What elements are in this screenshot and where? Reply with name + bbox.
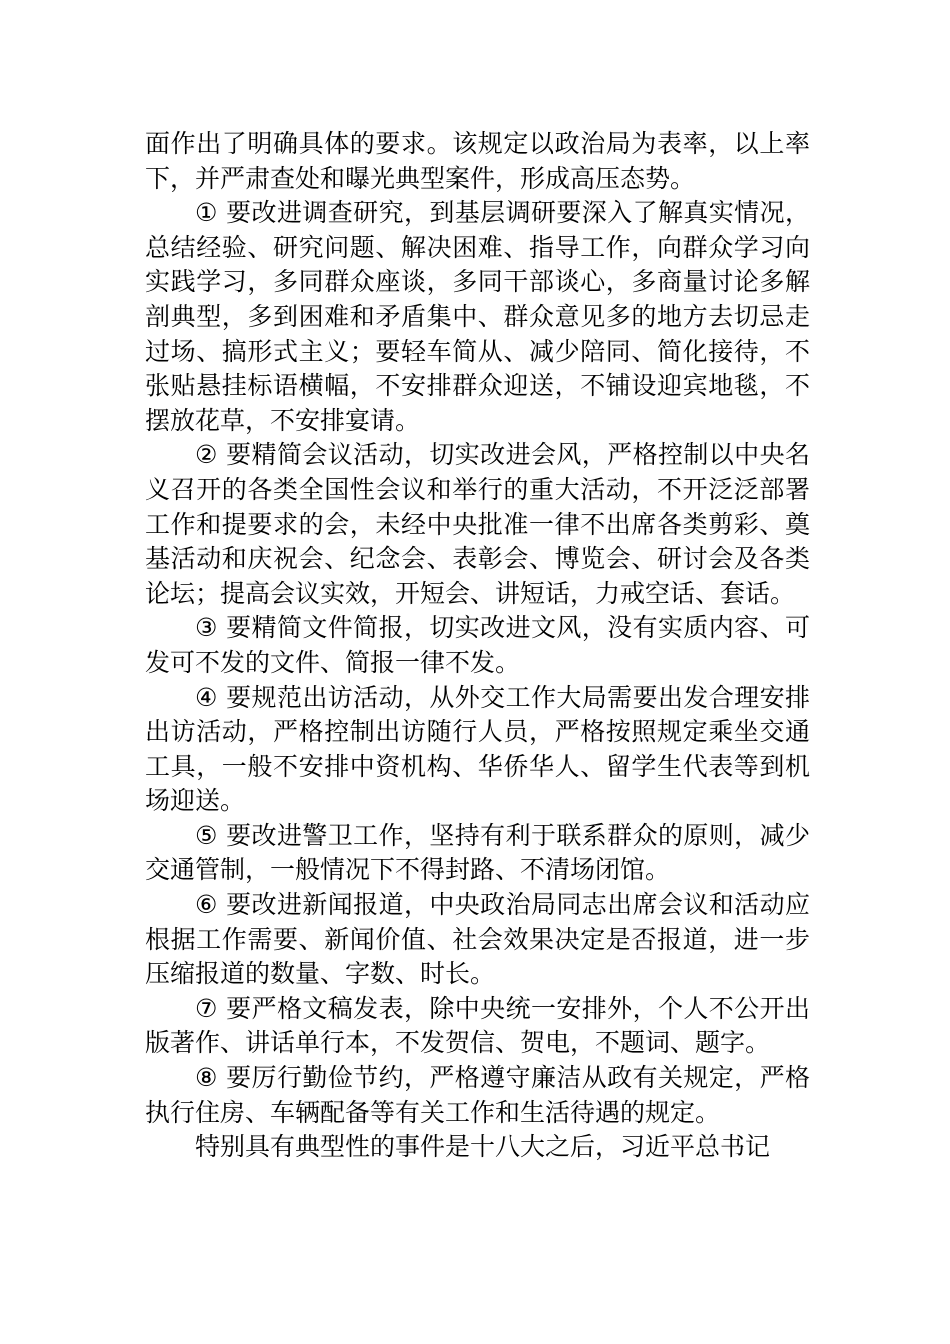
paragraph-continuation: 面作出了明确具体的要求。该规定以政治局为表率，以上率下，并严肃查处和曝光典型案件，形成高压态势。 [145,129,810,193]
paragraph-item-4: ④ 要规范出访活动，从外交工作大局需要出发合理安排出访活动，严格控制出访随行人员，严格按照规定乘坐交通工具，一般不安排中资机构、华侨华人、留学生代表等到机场迎送。 [145,682,810,816]
paragraph-item-5: ⑤ 要改进警卫工作，坚持有利于联系群众的原则，减少交通管制，一般情况下不得封路、不清场闭馆。 [145,820,810,885]
paragraph-item-1: ① 要改进调查研究，到基层调研要深入了解真实情况，总结经验、研究问题、解决困难、指导工作，向群众学习向实践学习，多同群众座谈，多同干部谈心，多商量讨论多解剖典型，多到困难和矛盾集中、群众意见多的地方去切忌走过场、搞形式主义；要轻车简从、减少陪同、简化接待，不张贴悬挂标语横幅，不安排群众迎送，不铺设迎宾地毯，不摆放花草，不安排宴请。 [145,198,810,435]
document-body [145,127,810,1165]
paragraph-item-2: ② 要精简会议活动，切实改进会风，严格控制以中央名义召开的各类全国性会议和举行的重大活动，不开泛泛部署工作和提要求的会，未经中央批准一律不出席各类剪彩、奠基活动和庆祝会、纪念会、表彰会、博览会、研讨会及各类论坛；提高会议实效，开短会、讲短话，力戒空话、套话。 [145,440,810,608]
paragraph-closing: 特别具有典型性的事件是十八大之后，习近平总书记 [195,1132,771,1162]
paragraph-item-8: ⑧ 要厉行勤俭节约，严格遵守廉洁从政有关规定，严格执行住房、车辆配备等有关工作和生活待遇的规定。 [145,1063,810,1127]
paragraph-item-3: ③ 要精简文件简报，切实改进文风，没有实质内容、可发可不发的文件、简报一律不发。 [145,613,810,677]
paragraph-item-7: ⑦ 要严格文稿发表，除中央统一安排外，个人不公开出版著作、讲话单行本，不发贺信、贺电，不题词、题字。 [145,993,810,1058]
paragraph-item-6: ⑥ 要改进新闻报道，中央政治局同志出席会议和活动应根据工作需要、新闻价值、社会效果决定是否报道，进一步压缩报道的数量、字数、时长。 [145,890,810,989]
